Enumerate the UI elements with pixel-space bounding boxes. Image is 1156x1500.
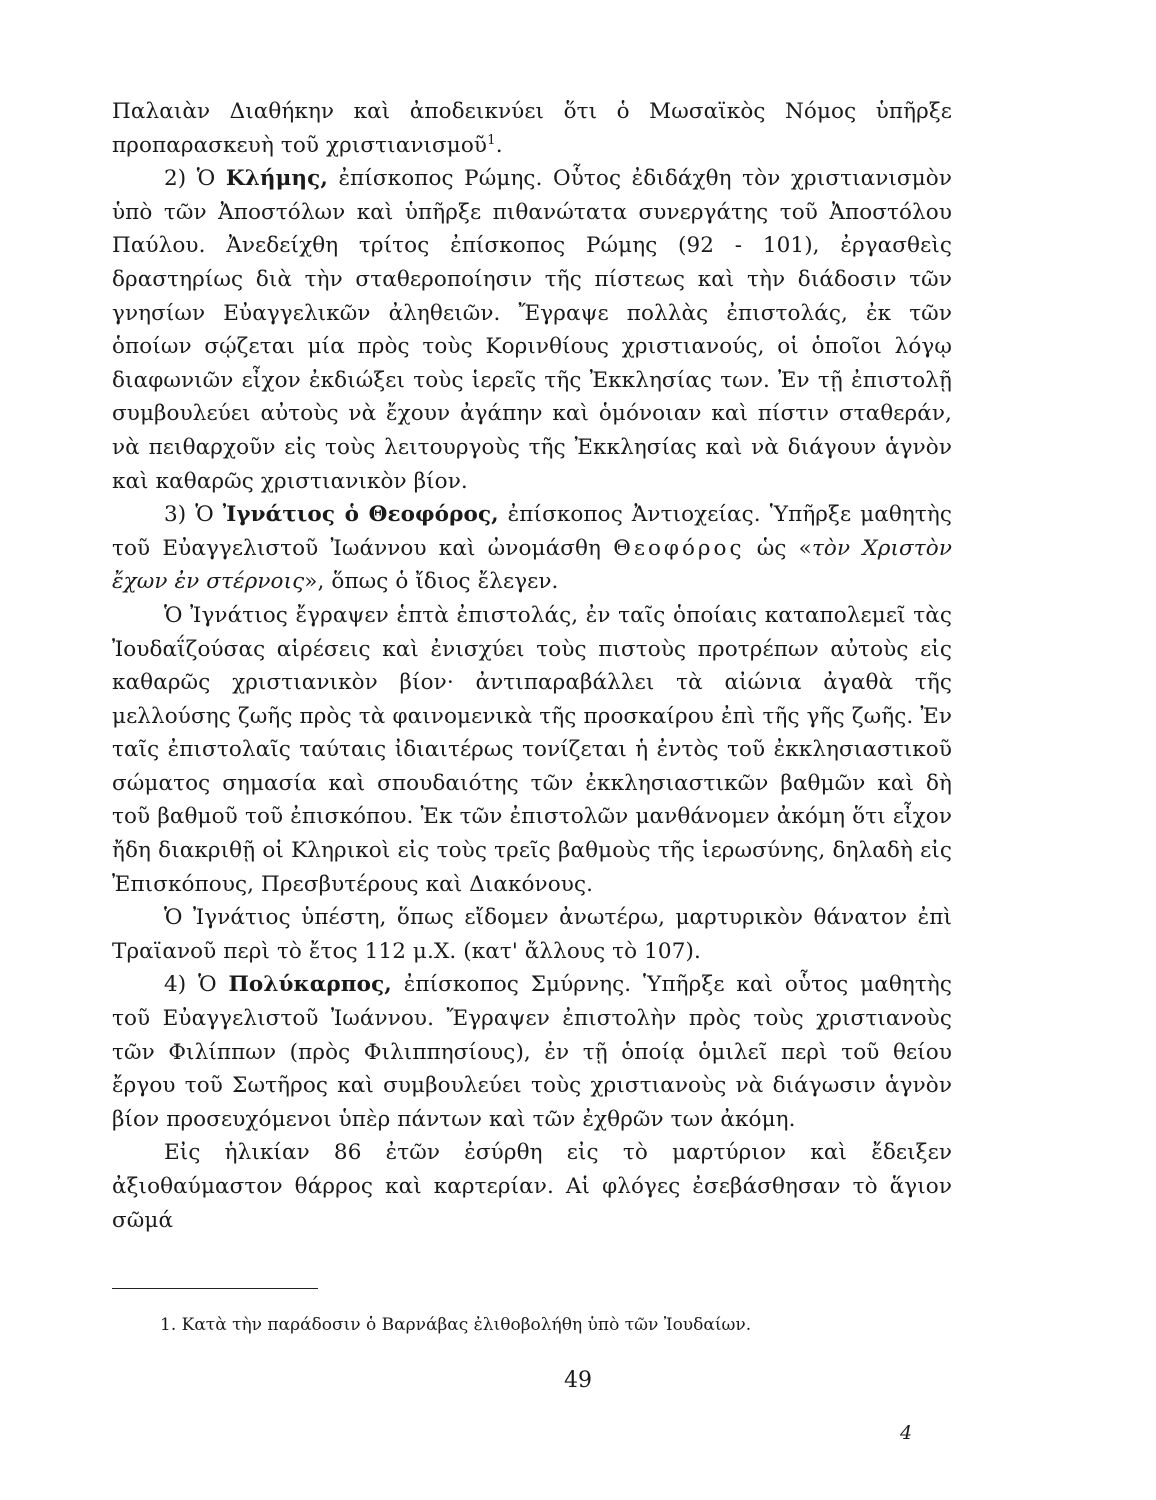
item-number: 3) Ὁ <box>164 502 223 528</box>
signature-mark: 4 <box>900 1422 913 1444</box>
page-number: 49 <box>564 1368 592 1393</box>
paragraph-ignatius-martyrdom <box>112 901 952 968</box>
text-run: ἐπίσκοπος Ρώμης. Οὗτος ἐδιδάχθη τὸν χριστιανισμὸν ὑπὸ τῶν Ἀποστόλων καὶ ὑπῆρξε πιθανώτατα συνεργάτης τοῦ Ἀποστόλου Παύλου. Ἀνεδείχθη τρίτος ἐπίσκοπος Ρώμης (92 - 101), ἐργασθεὶς δραστηρίως διὰ τὴν σταθεροποίησιν τῆς πίστεως καὶ τὴν διάδοσιν τῶν γνησίων Εὐαγγελικῶν ἀληθειῶν. Ἔγραψε πολλὰς ἐπιστολάς, ἐκ τῶν ὁποίων σῴζεται μία πρὸς τοὺς Κορινθίους χριστιανούς, οἱ ὁποῖοι λόγῳ διαφωνιῶν εἶχον ἐκδιώξει τοὺς ἱερεῖς τῆς Ἐκκλησίας των. Ἐν τῇ ἐπιστολῇ συμβουλεύει αὐτοὺς νὰ ἔχουν ἀγάπην καὶ ὁμόνοιαν καὶ πίστιν σταθεράν, νὰ πειθαρχοῦν εἰς τοὺς λειτουργοὺς τῆς Ἐκκλησίας καὶ νὰ διάγουν ἁγνὸν καὶ καθαρῶς χριστιανικὸν βίον. <box>112 166 952 494</box>
paragraph-polycarp-martyrdom <box>112 1136 952 1237</box>
text-run: Παλαιὰν Διαθήκην καὶ ἀποδεικνύει ὅτι ὁ Μωσαϊκὸς Νόμος ὑπῆρξε προπαρασκευὴ τοῦ χριστιανισμοῦ <box>112 99 952 158</box>
item-number: 4) Ὁ <box>164 972 229 998</box>
name-ignatius: Ἰγνάτιος ὁ Θεοφόρος, <box>222 502 499 528</box>
text-run: . <box>495 132 503 158</box>
text-run: Ὁ Ἰγνάτιος ἔγραψεν ἑπτὰ ἐπιστολάς, ἐν ταῖς ὁποίαις καταπολεμεῖ τὰς Ἰουδαΐζούσας αἱρέσεις καὶ ἐνισχύει τοὺς πιστοὺς προτρέπων αὐτοὺς εἰς καθαρῶς χριστιανικὸν βίον· ἀντιπαραβάλλει τὰ αἰώνια ἀγαθὰ τῆς μελλούσης ζωῆς πρὸς τὰ φαινομενικὰ τῆς προσκαίρου ἐπὶ τῆς γῆς ζωῆς. Ἐν ταῖς ἐπιστολαῖς ταύταις ἰδιαιτέρως τονίζεται ἡ ἐντὸς τοῦ ἐκκλησιαστικοῦ σώματος σημασία καὶ σπουδαιότης τῶν ἐκκλησιαστικῶν βαθμῶν καὶ δὴ τοῦ βαθμοῦ τοῦ ἐπισκόπου. Ἐκ τῶν ἐπιστολῶν μανθάνομεν ἀκόμη ὅτι εἶχον ἤδη διακριθῇ οἱ Κληρικοὶ εἰς τοὺς τρεῖς βαθμοὺς τῆς ἱερωσύνης, δηλαδὴ εἰς Ἐπισκόπους, Πρεσβυτέρους καὶ Διακόνους. <box>112 602 952 897</box>
text-run: Εἰς ἡλικίαν 86 ἐτῶν ἐσύρθη εἰς τὸ μαρτύριον καὶ ἔδειξεν ἀξιοθαύμαστον θάρρος καὶ καρτερίαν. Αἱ φλόγες ἐσεβάσθησαν τὸ ἅγιον σῶμά <box>112 1140 952 1233</box>
footnote-ref: 1 <box>487 132 496 148</box>
footnote-separator <box>112 1288 318 1289</box>
name-polycarp: Πολύκαρπος, <box>228 972 392 998</box>
body-text <box>112 95 952 1237</box>
paragraph-clement <box>112 162 952 498</box>
italic-quote: τὸν Χριστὸν ἔχων ἐν στέρνοις <box>112 535 952 595</box>
paragraph-polycarp <box>112 968 952 1136</box>
text-run: ἐπίσκοπος Σμύρνης. Ὑπῆρξε καὶ οὗτος μαθητὴς τοῦ Εὐαγγελιστοῦ Ἰωάννου. Ἔγραψεν ἐπιστολὴν πρὸς τοὺς χριστιανοὺς τῶν Φιλίππων (πρὸς Φιλιππησίους), ἐν τῇ ὁποίᾳ ὁμιλεῖ περὶ τοῦ θείου ἔργου τοῦ Σωτῆρος καὶ συμβουλεύει τοὺς χριστιανοὺς νὰ διάγωσιν ἁγνὸν βίον προσευχόμενοι ὑπὲρ πάντων καὶ τῶν ἐχθρῶν των ἀκόμη. <box>112 972 952 1132</box>
text-run: ὡς « <box>744 535 812 561</box>
name-clement: Κλήμης, <box>225 166 328 192</box>
footnote: 1. Κατὰ τὴν παράδοσιν ὁ Βαρνάβας ἐλιθοβολήθη ὑπὸ τῶν Ἰουδαίων. <box>160 1315 752 1335</box>
paragraph-ignatius <box>112 498 952 599</box>
text-run: Ὁ Ἰγνάτιος ὑπέστη, ὅπως εἴδομεν ἀνωτέρω, μαρτυρικὸν θάνατον ἐπὶ Τραϊανοῦ περὶ τὸ ἔτος 112 μ.Χ. (κατ' ἄλλους τὸ 107). <box>112 905 952 964</box>
item-number: 2) Ὁ <box>164 166 226 192</box>
spaced-word: Θεοφόρος <box>613 535 745 561</box>
paragraph-ignatius-letters <box>112 599 952 901</box>
text-run: », ὅπως ὁ ἴδιος ἔλεγεν. <box>304 569 559 595</box>
text-run: ἐπίσκοπος Ἀντιοχείας. Ὑπῆρξε μαθητὴς τοῦ Εὐαγγελιστοῦ Ἰωάννου καὶ ὠνομάσθη <box>112 502 952 561</box>
paragraph-continuation <box>112 95 952 162</box>
